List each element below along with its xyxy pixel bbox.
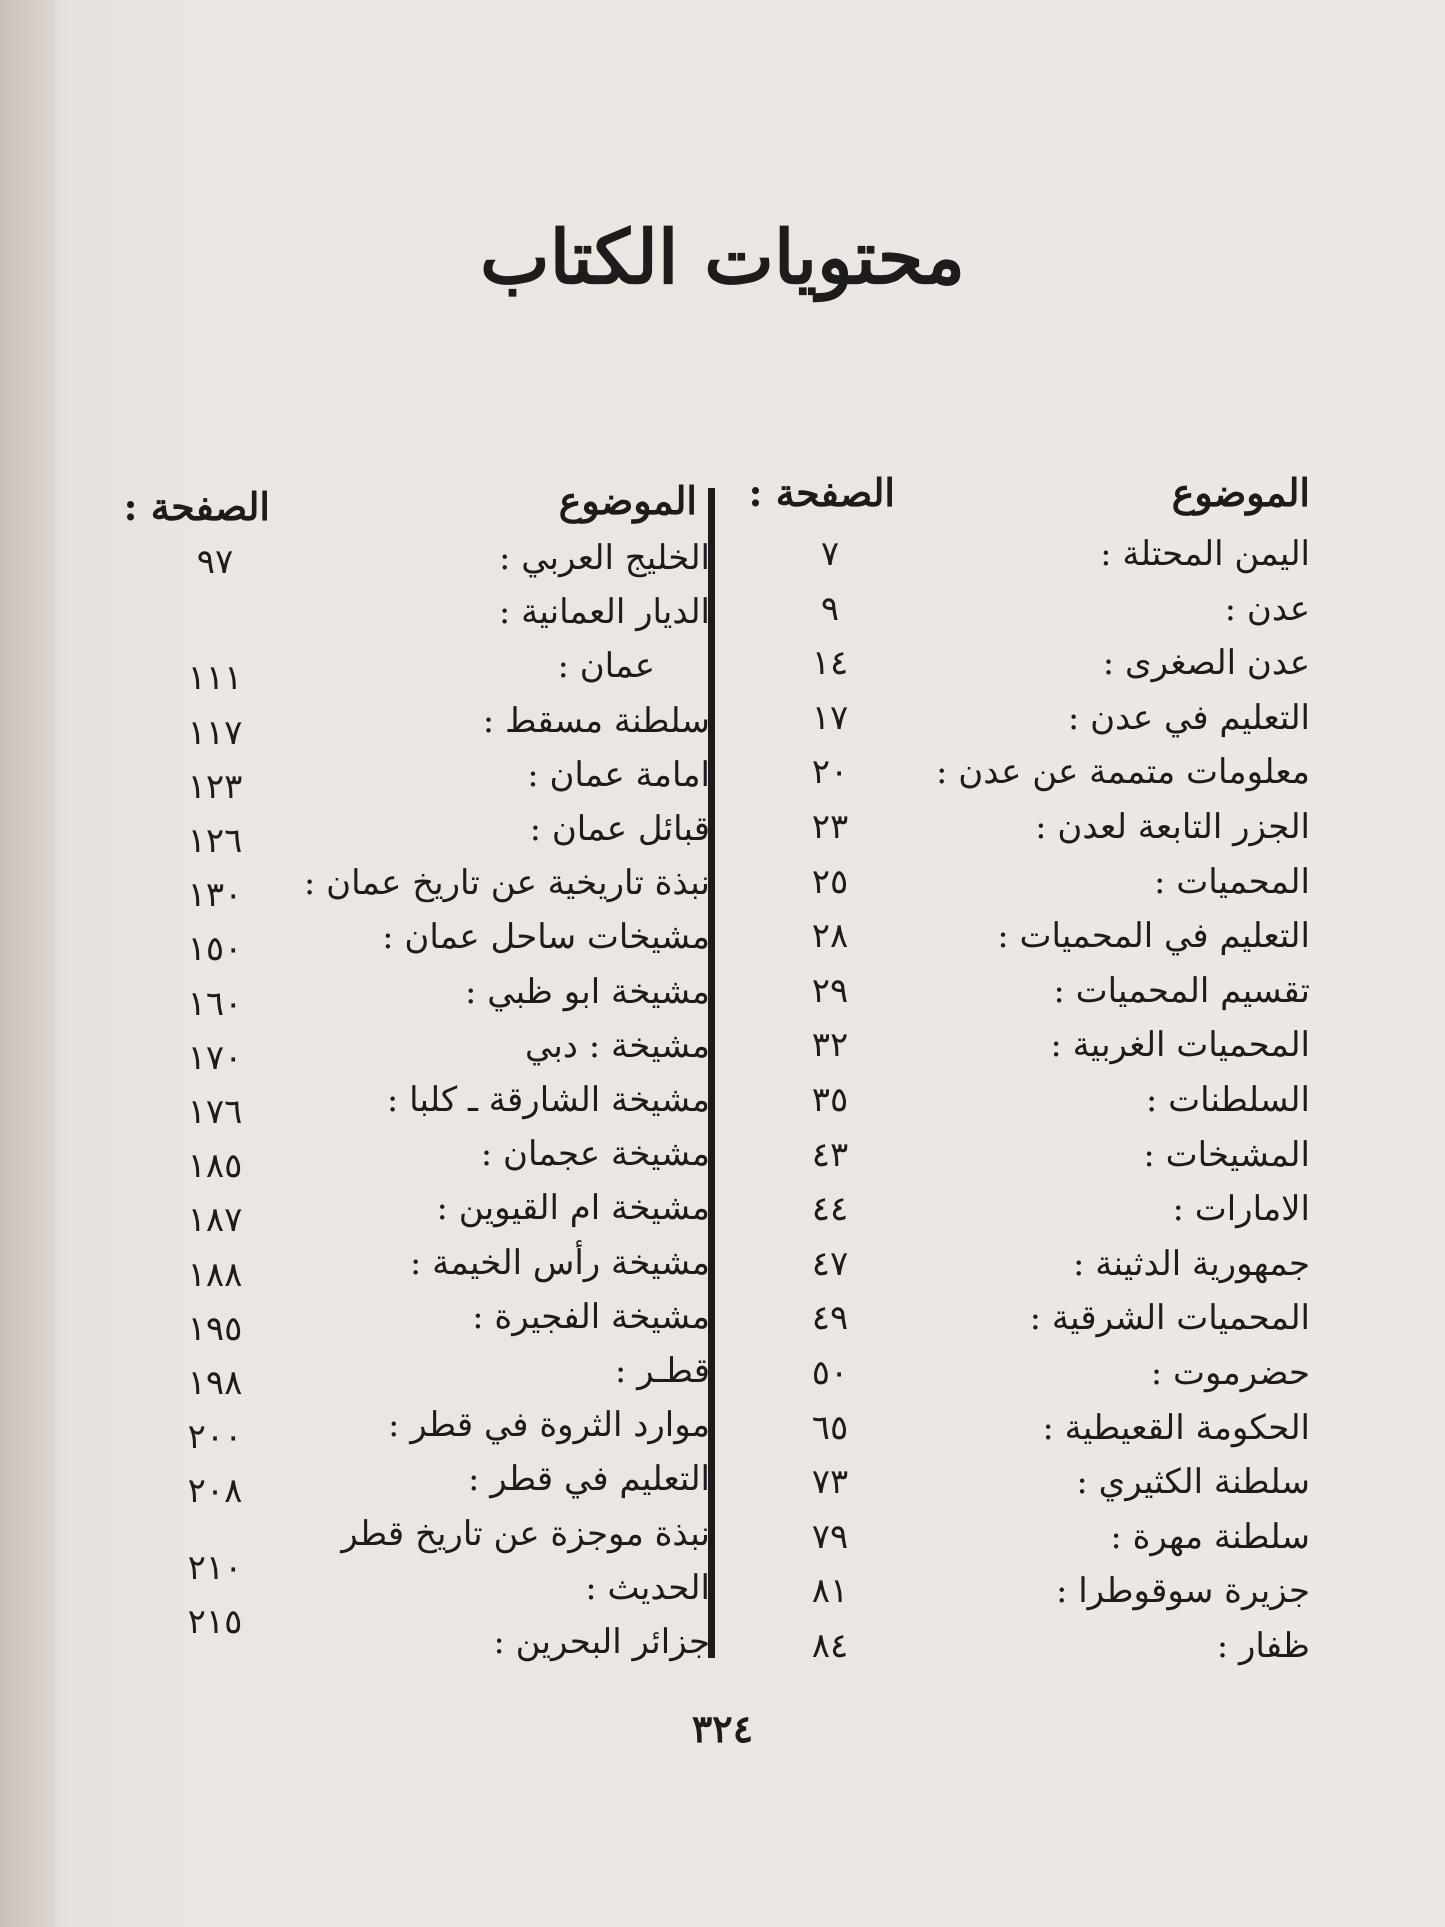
right-toc-page-number: ٢٩ <box>811 971 849 1011</box>
right-toc-topic: المحميات الغربية : <box>1050 1025 1310 1065</box>
left-toc-topic: التعليم في قطر : <box>468 1459 710 1499</box>
right-toc-topic: المحميات الشرقية : <box>1029 1298 1310 1338</box>
left-toc-topic: الخليج العربي : <box>498 538 710 578</box>
left-toc-page-number: ٢١٠ <box>187 1548 243 1588</box>
right-toc-topic: السلطنات : <box>1145 1080 1310 1120</box>
left-toc-page-number: ١٩٥ <box>187 1309 243 1349</box>
right-toc-page-number: ٩ <box>820 589 840 629</box>
left-toc-page-number: ٩٧ <box>196 542 234 582</box>
left-topic-header: الموضوع <box>558 478 697 523</box>
right-toc-topic: المشيخات : <box>1143 1135 1310 1175</box>
right-toc-page-number: ٤٤ <box>811 1189 849 1229</box>
left-toc-topic: عمان : <box>557 646 655 686</box>
left-toc-topic: قبائل عمان : <box>529 809 710 849</box>
right-toc-page-number: ١٤ <box>811 643 849 683</box>
right-toc-topic: عدن الصغرى : <box>1102 643 1310 683</box>
left-toc-topic: نبذة تاريخية عن تاريخ عمان : <box>303 863 710 903</box>
left-toc-page-number: ١٧٦ <box>187 1092 243 1132</box>
right-toc-topic: جزيرة سوقوطرا : <box>1055 1571 1310 1611</box>
left-toc-page-number: ٢١٥ <box>187 1602 243 1642</box>
right-toc-topic: حضرموت : <box>1150 1353 1310 1393</box>
right-topic-header: الموضوع <box>1171 470 1310 515</box>
left-toc-page-number: ١٦٠ <box>187 984 243 1024</box>
page-title: محتويات الكتاب <box>479 215 966 301</box>
left-toc-topic: جزائر البحرين : <box>493 1622 710 1662</box>
right-toc-page-number: ٤٩ <box>811 1298 849 1338</box>
right-toc-page-number: ٧٩ <box>811 1517 849 1557</box>
left-toc-topic: قطـر : <box>614 1351 710 1391</box>
left-toc-page-number: ١٥٠ <box>187 929 243 969</box>
left-toc-topic: مشيخة رأس الخيمة : <box>409 1243 710 1283</box>
right-toc-page-number: ٨٤ <box>811 1626 849 1666</box>
left-toc-topic: نبذة موجزة عن تاريخ قطر <box>341 1514 710 1554</box>
left-toc-topic: مشيخة الشارقة ـ كلبا : <box>386 1080 710 1120</box>
right-toc-topic: اليمن المحتلة : <box>1100 534 1310 574</box>
left-toc-page-number: ١٢٣ <box>187 767 243 807</box>
right-toc-page-number: ٣٥ <box>811 1080 849 1120</box>
left-toc-topic: مشيخة ابو ظبي : <box>465 972 710 1012</box>
right-toc-page-number: ٧ <box>820 534 840 574</box>
left-toc-page-number: ١١٧ <box>187 713 243 753</box>
right-toc-page-number: ١٧ <box>811 698 849 738</box>
left-toc-page-number: ١٩٨ <box>187 1363 243 1403</box>
left-toc-topic: سلطنة مسقط : <box>482 701 710 741</box>
right-toc-page-number: ٤٧ <box>811 1244 849 1284</box>
left-toc-page-number: ٢٠٠ <box>187 1417 243 1457</box>
left-toc-topic: مشيخة : دبي <box>525 1026 710 1066</box>
left-toc-topic: مشيخة الفجيرة : <box>472 1297 710 1337</box>
right-toc-topic: معلومات متممة عن عدن : <box>936 752 1310 792</box>
right-toc-page-number: ٢٥ <box>811 862 849 902</box>
right-toc-topic: تقسيم المحميات : <box>1053 971 1310 1011</box>
left-toc-topic: الحديث : <box>585 1568 710 1608</box>
left-toc-page-number: ١١١ <box>187 658 243 698</box>
left-toc-page-number: ١٨٥ <box>187 1146 243 1186</box>
right-toc-topic: التعليم في عدن : <box>1067 698 1310 738</box>
left-toc-page-number: ١٢٦ <box>187 821 243 861</box>
right-toc-topic: المحميات : <box>1154 862 1310 902</box>
left-toc-topic: مشيخة ام القيوين : <box>436 1188 710 1228</box>
right-toc-topic: التعليم في المحميات : <box>997 916 1310 956</box>
right-toc-page-number: ٥٠ <box>811 1353 849 1393</box>
left-toc-page-number: ١٨٧ <box>187 1200 243 1240</box>
left-toc-topic: مشيخة عجمان : <box>480 1134 710 1174</box>
right-toc-page-number: ٦٥ <box>811 1408 849 1448</box>
left-toc-topic: مشيخات ساحل عمان : <box>382 917 710 957</box>
right-toc-topic: سلطنة مهرة : <box>1110 1517 1310 1557</box>
right-toc-page-number: ٤٣ <box>811 1135 849 1175</box>
left-toc-page-number: ١٧٠ <box>187 1038 243 1078</box>
right-toc-topic: الحكومة القعيطية : <box>1042 1408 1310 1448</box>
left-toc-page-number: ١٨٨ <box>187 1255 243 1295</box>
right-toc-page-number: ٣٢ <box>811 1025 849 1065</box>
left-toc-topic: الديار العمانية : <box>498 592 710 632</box>
right-toc-topic: ظفار : <box>1216 1626 1310 1666</box>
right-toc-topic: سلطنة الكثيري : <box>1076 1462 1310 1502</box>
right-toc-topic: الامارات : <box>1172 1189 1310 1229</box>
page-number: ٣٢٤ <box>691 1706 754 1751</box>
right-toc-page-number: ٨١ <box>811 1571 849 1611</box>
left-toc-page-number: ١٣٠ <box>187 875 243 915</box>
left-page-header: الصفحة : <box>123 484 270 529</box>
right-toc-topic: جمهورية الدثينة : <box>1073 1244 1310 1284</box>
right-toc-topic: عدن : <box>1224 589 1310 629</box>
right-toc-page-number: ٢٠ <box>811 752 849 792</box>
left-toc-page-number <box>160 598 270 650</box>
left-toc-page-number: ٢٠٨ <box>187 1471 243 1511</box>
right-page-header: الصفحة : <box>748 470 895 515</box>
right-toc-page-number: ٢٨ <box>811 916 849 956</box>
right-toc-topic: الجزر التابعة لعدن : <box>1035 807 1310 847</box>
left-toc-topic: امامة عمان : <box>527 755 710 795</box>
left-toc-topic: موارد الثروة في قطر : <box>387 1405 710 1445</box>
right-toc-page-number: ٧٣ <box>811 1462 849 1502</box>
right-toc-page-number: ٢٣ <box>811 807 849 847</box>
